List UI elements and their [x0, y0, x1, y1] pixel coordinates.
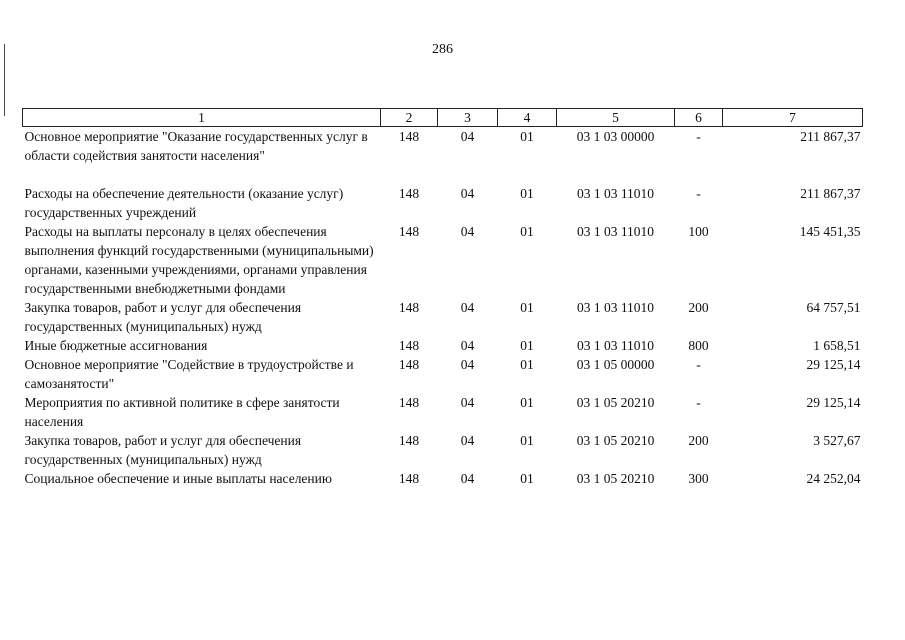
- cell-col2: 148: [398, 433, 420, 448]
- cell-col4: 01: [520, 433, 534, 448]
- table-row: [23, 127, 863, 185]
- table-row: [23, 222, 863, 298]
- cell-col2: 148: [398, 471, 420, 486]
- row-name: Расходы на выплаты персоналу в целях обеспечения выполнения функций государственными (муниципальными) органами, казенными учреждениями, органами управления государственными внебюджетными фондами: [24, 224, 374, 296]
- table-row: [23, 336, 863, 355]
- cell-col3: 04: [460, 395, 475, 410]
- cell-col3: 04: [460, 129, 475, 144]
- row-name: Социальное обеспечение и иные выплаты населению: [24, 471, 332, 486]
- cell-col6: -: [696, 395, 701, 410]
- cell-col5: 03 1 05 00000: [576, 357, 655, 372]
- table-row: [23, 184, 863, 222]
- row-name: Основное мероприятие "Оказание государственных услуг в области содействия занятости населения": [24, 129, 368, 163]
- cell-col2: 148: [398, 300, 420, 315]
- cell-col3: 04: [460, 186, 475, 201]
- cell-col5: 03 1 05 20210: [576, 433, 655, 448]
- cell-col6: -: [696, 357, 701, 372]
- cell-col4: 01: [520, 357, 534, 372]
- table-row: [23, 355, 863, 393]
- table-row: [23, 431, 863, 469]
- cell-col4: 01: [520, 186, 534, 201]
- cell-col4: 01: [520, 338, 534, 353]
- cell-col4: 01: [520, 129, 534, 144]
- cell-col3: 04: [460, 471, 475, 486]
- cell-col5: 03 1 03 11010: [576, 186, 655, 201]
- row-name: Закупка товаров, работ и услуг для обеспечения государственных (муниципальных) нужд: [24, 300, 302, 334]
- column-header: 6: [675, 109, 723, 127]
- cell-col5: 03 1 03 11010: [576, 338, 655, 353]
- cell-col2: 148: [398, 357, 420, 372]
- cell-col3: 04: [460, 300, 475, 315]
- page-number: 286: [432, 42, 453, 57]
- row-name: Мероприятия по активной политике в сфере занятости населения: [24, 395, 340, 429]
- cell-col2: 148: [398, 129, 420, 144]
- cell-col2: 148: [398, 186, 420, 201]
- cell-col5: 03 1 03 11010: [576, 300, 655, 315]
- cell-col5: 03 1 05 20210: [576, 471, 655, 486]
- row-name: Закупка товаров, работ и услуг для обеспечения государственных (муниципальных) нужд: [24, 433, 302, 467]
- cell-col3: 04: [460, 433, 475, 448]
- cell-col6: 200: [688, 433, 709, 448]
- budget-table: [22, 108, 863, 488]
- row-name: Основное мероприятие "Содействие в трудоустройстве и самозанятости": [24, 357, 354, 391]
- cell-col3: 04: [460, 357, 475, 372]
- cell-col7: 145 451,35: [799, 224, 861, 239]
- column-header: 1: [23, 109, 381, 127]
- cell-col4: 01: [520, 300, 534, 315]
- cell-col6: -: [696, 186, 701, 201]
- column-header: 2: [381, 109, 438, 127]
- cell-col7: 211 867,37: [800, 186, 861, 201]
- cell-col5: 03 1 03 11010: [576, 224, 655, 239]
- cell-col5: 03 1 05 20210: [576, 395, 655, 410]
- table-row: [23, 469, 863, 488]
- cell-col5: 03 1 03 00000: [576, 129, 655, 144]
- cell-col7: 211 867,37: [800, 129, 861, 144]
- cell-col6: 100: [688, 224, 709, 239]
- column-header: 5: [557, 109, 675, 127]
- row-name: Расходы на обеспечение деятельности (оказание услуг) государственных учреждений: [24, 186, 344, 220]
- column-header: 3: [438, 109, 498, 127]
- cell-col6: 300: [688, 471, 709, 486]
- cell-col7: 24 252,04: [806, 471, 861, 486]
- table-row: [23, 298, 863, 336]
- cell-col7: 3 527,67: [813, 433, 861, 448]
- cell-col6: 200: [688, 300, 709, 315]
- cell-col2: 148: [398, 338, 420, 353]
- cell-col3: 04: [460, 338, 475, 353]
- cell-col4: 01: [520, 471, 534, 486]
- column-header: 4: [498, 109, 557, 127]
- cell-col4: 01: [520, 224, 534, 239]
- cell-col3: 04: [460, 224, 475, 239]
- cell-col2: 148: [398, 224, 420, 239]
- cell-col4: 01: [520, 395, 534, 410]
- row-name: Иные бюджетные ассигнования: [24, 338, 208, 353]
- cell-col7: 1 658,51: [813, 338, 861, 353]
- table-row: [23, 393, 863, 431]
- cell-col7: 29 125,14: [806, 395, 861, 410]
- column-header: 7: [723, 109, 863, 127]
- cell-col7: 64 757,51: [806, 300, 861, 315]
- cell-col6: 800: [688, 338, 709, 353]
- cell-col2: 148: [398, 395, 420, 410]
- cell-col7: 29 125,14: [806, 357, 861, 372]
- table-header-row: [23, 109, 863, 127]
- cell-col6: -: [696, 129, 701, 144]
